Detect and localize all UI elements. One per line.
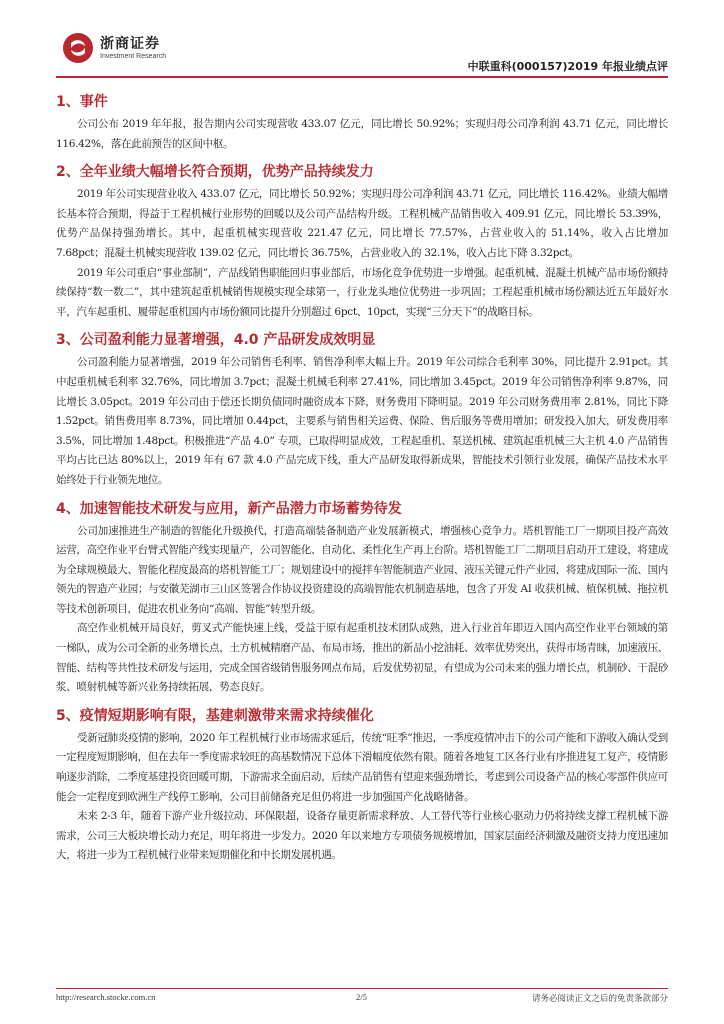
paragraph: 高空作业机械开局良好，剪叉式产能快速上线，受益于原有起重机技术团队成熟，进入行业首年即迈入国内高空作业平台领域的第一梯队，成为公司全新的业务增长点，土方机械精磨产品、布局市场，推出的新品小挖油耗、效率优势突出，获得市场青睐，加速液压、智能、结构等共性技术研发与运用，完成全国省级销售服务网点布局，后发优势初显，有望成为公司未来的强力增长点，机制砂、干混砂浆、喷射机械等新兴业务持续拓展，势态良好。 xyxy=(56,622,668,694)
section-heading: 3、公司盈利能力显著增强，4.0 产品研发成效明显 xyxy=(56,332,376,349)
footer-divider xyxy=(56,988,668,989)
footer-disclaimer: 请务必阅读正文之后的免责条款部分 xyxy=(531,993,668,1003)
header-divider xyxy=(56,76,668,78)
section-heading: 5、疫情短期影响有限，基建刺激带来需求持续催化 xyxy=(56,707,374,724)
section-heading: 1、事件 xyxy=(56,94,108,110)
paragraph: 2019 年公司实现营业收入 433.07 亿元，同比增长 50.92%；实现归母公司净利润 43.71 亿元，同比增长 116.42%。业绩大幅增长基本符合预期，得益于工程机械行业形势的回暖以及公司产品结构升级。工程机械产品销售收入 409.91 亿元，同比增长 53.39%，优势产品保持强劲增长。其中，起重机械实现营收 221.47 亿元，同比增长 77.57%，占营业收入的 51.14%，收入占比增加 7.68pct；混凝土机械实现营收 139.02 亿元，同比增长 36.75%，占营业收入的 32.1%，收入占比下降 3.32pct。 xyxy=(56,188,668,259)
section-heading: 2、全年业绩大幅增长符合预期，优势产品持续发力 xyxy=(56,164,374,181)
report-title: 中联重科(000157)2019 年报业绩点评 xyxy=(467,60,668,73)
broker-logo-icon xyxy=(62,32,94,64)
paragraph: 公司公布 2019 年年报，报告期内公司实现营收 433.07 亿元，同比增长 50.92%；实现归母公司净利润 43.71 亿元，同比增长 116.42%，落在此前预告的区间中枢。 xyxy=(56,118,668,150)
page-number: 2/5 xyxy=(356,992,367,1002)
report-body xyxy=(56,84,668,866)
footer-url-link[interactable]: http://research.stocke.com.cn xyxy=(56,992,156,1002)
paragraph: 公司盈利能力显著增强，2019 年公司销售毛利率、销售净利率大幅上升。2019 年公司综合毛利率 30%，同比提升 2.91pct。其中起重机械毛利率 32.76%，同比增加 3.7pct；混凝土机械毛利率 27.41%，同比增加 3.45pct。2019 年公司销售净利率 9.87%，同比增长 3.05pct。2019 年公司由于偿还长期负债同时融资成本下降，财务费用下降明显。2019 年公司财务费用率 2.81%，同比下降 1.52pct。销售费用率 8.73%，同比增加 0.44pct，主要系与销售相关运费、保险、售后服务等费用增加；研发投入加大，研发费用率 3.5%，同比增加 1.48pct。积极推进“产品 4.0” 专项，已取得明显成效，工程起重机、泵送机械、建筑起重机械三大主机 4.0 产品销售平均占比已达 80%以上，2019 年有 67 款 4.0 产品完成下线，重大产品研发取得新成果，智能技术引领行业发展，确保产品技术水平始终处于行业领先地位。 xyxy=(56,356,668,486)
paragraph: 未来 2-3 年，随着下游产业升级拉动、环保限超，设备存量更新需求释放、人工替代等行业核心驱动力仍将持续支撑工程机械下游需求，公司三大板块增长动力充足，明年将进一步发力。2020 年以来地方专项债务规模增加，国家层面经济刺激及融资支持力度迅速加大，将进一步为工程机械行业带来短期催化和中长期发展机遇。 xyxy=(56,810,668,862)
logo-subtitle: Investment Research xyxy=(100,53,167,60)
logo-text: 浙商证券 xyxy=(100,36,160,52)
paragraph: 2019 年公司重启“事业部制”，产品线销售职能回归事业部后，市场化竞争优势进一步增强。起重机械、混凝土机械产品市场份额持续保持“数一数二”，其中建筑起重机械销售规模实现全球第一，行业龙头地位优势进一步巩固；工程起重机械市场份额达近五年最好水平，汽车起重机、履带起重机国内市场份额同比提升分别超过 6pct、10pct，实现“三分天下”的战略目标。 xyxy=(56,266,668,318)
section-heading: 4、加速智能技术研发与应用，新产品潜力市场蓄势待发 xyxy=(56,500,402,517)
paragraph: 公司加速推进生产制造的智能化升级换代，打造高端装备制造产业发展新模式，增强核心竞争力。塔机智能工厂一期项目投产高效运营，高空作业平台臂式智能产线实现量产，公司智能化、自动化、柔性化生产再上台阶。塔机智能工厂二期项目启动开工建设，将建成为全球规模最大、智能化程度最高的塔机智能工厂；规划建设中的搅拌车智能制造产业园、液压关键元件产业园，将建成国际一流、国内领先的智造产业园；与安徽芜湖市三山区签署合作协议投资建设的高端智能农机制造基地，包含了开发 AI 收获机械、植保机械、拖拉机等技术创新项目，促进农机业务向“高端、智能”转型升级。 xyxy=(56,524,668,615)
page-header xyxy=(56,28,668,76)
paragraph: 受新冠肺炎疫情的影响，2020 年工程机械行业市场需求延后，传统“旺季”推迟，一季度疫情冲击下的公司产能和下游收入确认受到一定程度短期影响，但在去年一季度需求较旺的高基数情况下总体下滑幅度依然有限。随着各地复工区各行业有序推进复工复产，疫情影响逐步消除，二季度基建投资回暖可期，下游需求全面启动，后续产品销售有望迎来强劲增长，考虑到公司设备产品的核心零部件供应可能会一定程度到欧洲生产线停工影响，公司目前储备充足但仍将进一步加强国产化战略储备。 xyxy=(56,731,668,803)
